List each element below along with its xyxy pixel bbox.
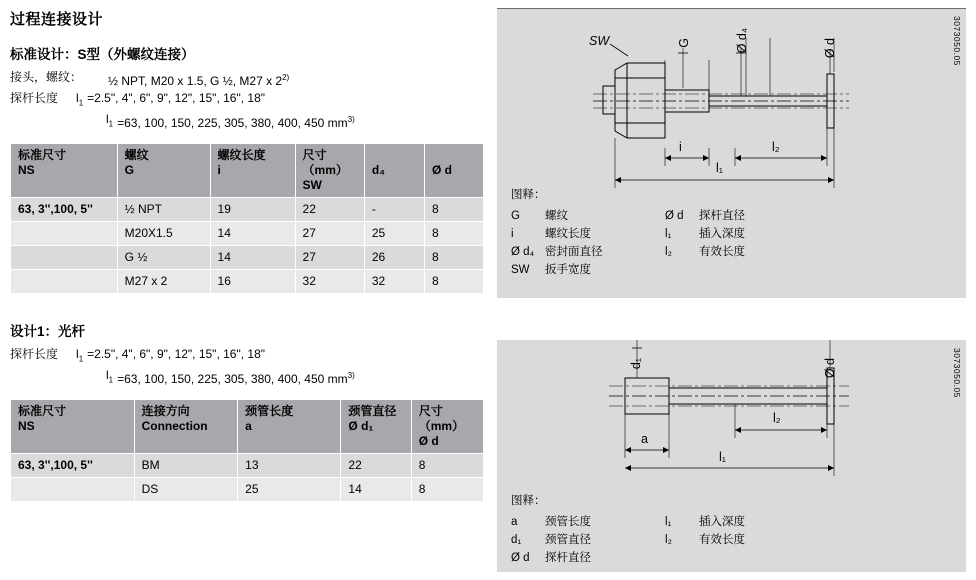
col-header-neck-length: 颈管长度 a: [238, 399, 341, 453]
figure2-legend-title: 图释：: [511, 495, 546, 507]
table-row: [11, 197, 484, 221]
col-header-connection: 连接方向 Connection: [134, 399, 238, 453]
cell-connection: BM: [134, 453, 238, 477]
cell-neck-length: 25: [238, 477, 341, 501]
callout-i: i: [679, 140, 682, 154]
section1-heading: 标准设计：S型（外螺纹连接）: [10, 47, 195, 62]
cell-thread-length: 14: [210, 221, 295, 245]
section1-probe-value-2: =63, 100, 150, 225, 305, 380, 400, 450 $mm^{3)}$: [117, 115, 355, 131]
section2-probe-line-1: [10, 346, 485, 367]
table-design1-head: [11, 399, 484, 453]
callout-d4: Ø d₄: [735, 28, 749, 54]
cell-d4: 32: [364, 269, 424, 293]
section1-probe-value-1: =2.5", 4", 6", 9", 12", 15", 16", 18": [87, 91, 265, 105]
page-title: 过程连接设计: [10, 11, 104, 28]
cell-neck-dia: 14: [341, 477, 411, 501]
table-row: [11, 245, 484, 269]
legend-text: 密封面直径: [545, 246, 603, 258]
legend-text: 颈管长度: [545, 516, 591, 528]
callout-sw: SW: [589, 34, 610, 48]
table-standard-head: [11, 143, 484, 197]
table-design1-body: [11, 453, 484, 501]
cell-connection: DS: [134, 477, 238, 501]
legend-sym: d₁: [511, 534, 522, 546]
legend-sym-empty: [665, 549, 699, 567]
section1-thread-label: 接头，螺纹：: [10, 70, 83, 84]
legend-text: 探杆直径: [699, 210, 745, 222]
col-header-neck-dia: 颈管直径 Ø d₁: [341, 399, 411, 453]
figure2-inner: [497, 340, 966, 572]
col-header-dim-sw: 尺寸（mm） SW: [295, 143, 364, 197]
section1-probe-line-2: [10, 111, 485, 132]
cell-d4: 26: [364, 245, 424, 269]
section2-probe-value-2: =63, 100, 150, 225, 305, 380, 400, 450 $mm^{3)}$: [117, 371, 355, 387]
cell-thread: M27 x 2: [117, 269, 210, 293]
cell-ns: 63, 3'',100, 5'': [11, 453, 135, 477]
callout-a: a: [641, 432, 648, 446]
cell-neck-length: 13: [238, 453, 341, 477]
table-header-row: [11, 399, 484, 453]
col-header-dim-d: 尺寸（mm） Ø d: [411, 399, 483, 453]
cell-d: 8: [411, 453, 483, 477]
callout-l2: l₂: [773, 411, 781, 425]
cell-ns: [11, 245, 118, 269]
legend-sym: Ø d: [511, 552, 530, 564]
figure1-drawing-code: 3073050.05: [952, 16, 962, 66]
section2-heading: 设计1：光杆: [10, 323, 86, 339]
section2-probe-sym-2: $l_1$: [106, 368, 114, 385]
col-header-dim-d4: d₄: [364, 143, 424, 197]
col-header-thread: 螺纹 G: [117, 143, 210, 197]
figure2-drawing-code: 3073050.05: [952, 348, 962, 398]
col-header-ns: 标准尺寸 NS: [11, 143, 118, 197]
section1-probe-sym-2: $l_1$: [106, 112, 114, 129]
legend-sym: SW: [511, 264, 530, 276]
cell-ns: [11, 221, 118, 245]
figure1-legend-title: 图释：: [511, 189, 546, 201]
table-row: [11, 477, 484, 501]
legend-sym: i: [511, 228, 514, 240]
cell-thread: G ½: [117, 245, 210, 269]
cell-d4: -: [364, 197, 424, 221]
legend-sym: l₂: [665, 534, 673, 546]
table-standard-body: [11, 197, 484, 293]
footnote-marker-3: 3): [347, 115, 355, 125]
callout-d: Ø d: [823, 38, 837, 59]
cell-d: 8: [424, 269, 483, 293]
legend-text: 颈管直径: [545, 534, 591, 546]
cell-d: 8: [424, 197, 483, 221]
figure1-legend: [511, 186, 745, 279]
callout-d1: d₁: [629, 358, 643, 370]
cell-thread: ½ NPT: [117, 197, 210, 221]
cell-d4: 25: [364, 221, 424, 245]
cell-thread-length: 16: [210, 269, 295, 293]
cell-sw: 27: [295, 245, 364, 269]
legend-sym-empty: [665, 261, 699, 279]
section2-probe-value-1: =2.5", 4", 6", 9", 12", 15", 16", 18": [87, 346, 265, 361]
callout-l1: l₁: [719, 450, 726, 464]
section2-probe-sym-1: $l_1$: [76, 346, 84, 364]
figure2-legend-grid: [511, 513, 745, 567]
footnote-marker-2: 2): [282, 73, 290, 82]
table-design-1: [10, 399, 484, 502]
figure1-inner: [497, 8, 966, 298]
legend-text: 扳手宽度: [545, 264, 591, 276]
figure-panel-standard-design: [497, 8, 966, 298]
figure2-legend: [511, 492, 745, 567]
section1-thread-line: [10, 69, 485, 90]
section1-probe-line-1: [10, 90, 485, 111]
table-standard-design: [10, 143, 484, 294]
section2-probe-line-2: [10, 367, 485, 388]
legend-text: 探杆直径: [545, 552, 591, 564]
col-header-ns: 标准尺寸 NS: [11, 399, 135, 453]
cell-neck-dia: 22: [341, 453, 411, 477]
cell-sw: 27: [295, 221, 364, 245]
callout-g: G: [677, 38, 691, 48]
legend-text: 螺纹: [545, 210, 568, 222]
table-row: [11, 453, 484, 477]
cell-thread-length: 14: [210, 245, 295, 269]
figure1-legend-grid: [511, 207, 745, 279]
left-column: [10, 8, 485, 502]
section2-probe-label: 探杆长度: [10, 346, 59, 361]
section1-probe-sym-1: $l_1$: [76, 91, 84, 108]
legend-text: 有效长度: [699, 246, 745, 258]
callout-d: Ø d: [823, 358, 837, 379]
legend-sym: l₁: [665, 516, 672, 528]
table-row: [11, 269, 484, 293]
legend-sym: a: [511, 516, 518, 528]
col-header-thread-length: 螺纹长度 i: [210, 143, 295, 197]
cell-sw: 22: [295, 197, 364, 221]
legend-sym: Ø d: [665, 210, 684, 222]
callout-l2: l₂: [772, 140, 780, 154]
table-row: [11, 221, 484, 245]
cell-ns: [11, 477, 135, 501]
legend-sym: l₂: [665, 246, 673, 258]
cell-d: 8: [424, 245, 483, 269]
table-header-row: [11, 143, 484, 197]
cell-sw: 32: [295, 269, 364, 293]
legend-text: 有效长度: [699, 534, 745, 546]
section1-thread-value: ½ NPT, M20 x 1.5, G ½, M27 x 2$^{2)}$: [108, 73, 290, 88]
cell-thread: M20X1.5: [117, 221, 210, 245]
legend-text-empty: [699, 549, 745, 567]
figure-panel-design-1: [497, 340, 966, 572]
legend-sym: Ø d₄: [511, 246, 535, 258]
footnote-marker-3b: 3): [347, 371, 355, 381]
col-header-dim-d: Ø d: [424, 143, 483, 197]
cell-d: 8: [424, 221, 483, 245]
callout-l1: l₁: [716, 161, 723, 175]
legend-text: 插入深度: [699, 516, 745, 528]
legend-text: 插入深度: [699, 228, 745, 240]
legend-text-empty: [699, 261, 745, 279]
cell-ns: 63, 3'',100, 5'': [11, 197, 118, 221]
section1-probe-label: 探杆长度: [10, 91, 59, 105]
cell-d: 8: [411, 477, 483, 501]
legend-sym: G: [511, 210, 520, 222]
cell-ns: [11, 269, 118, 293]
cell-thread-length: 19: [210, 197, 295, 221]
legend-sym: l₁: [665, 228, 672, 240]
legend-text: 螺纹长度: [545, 228, 591, 240]
